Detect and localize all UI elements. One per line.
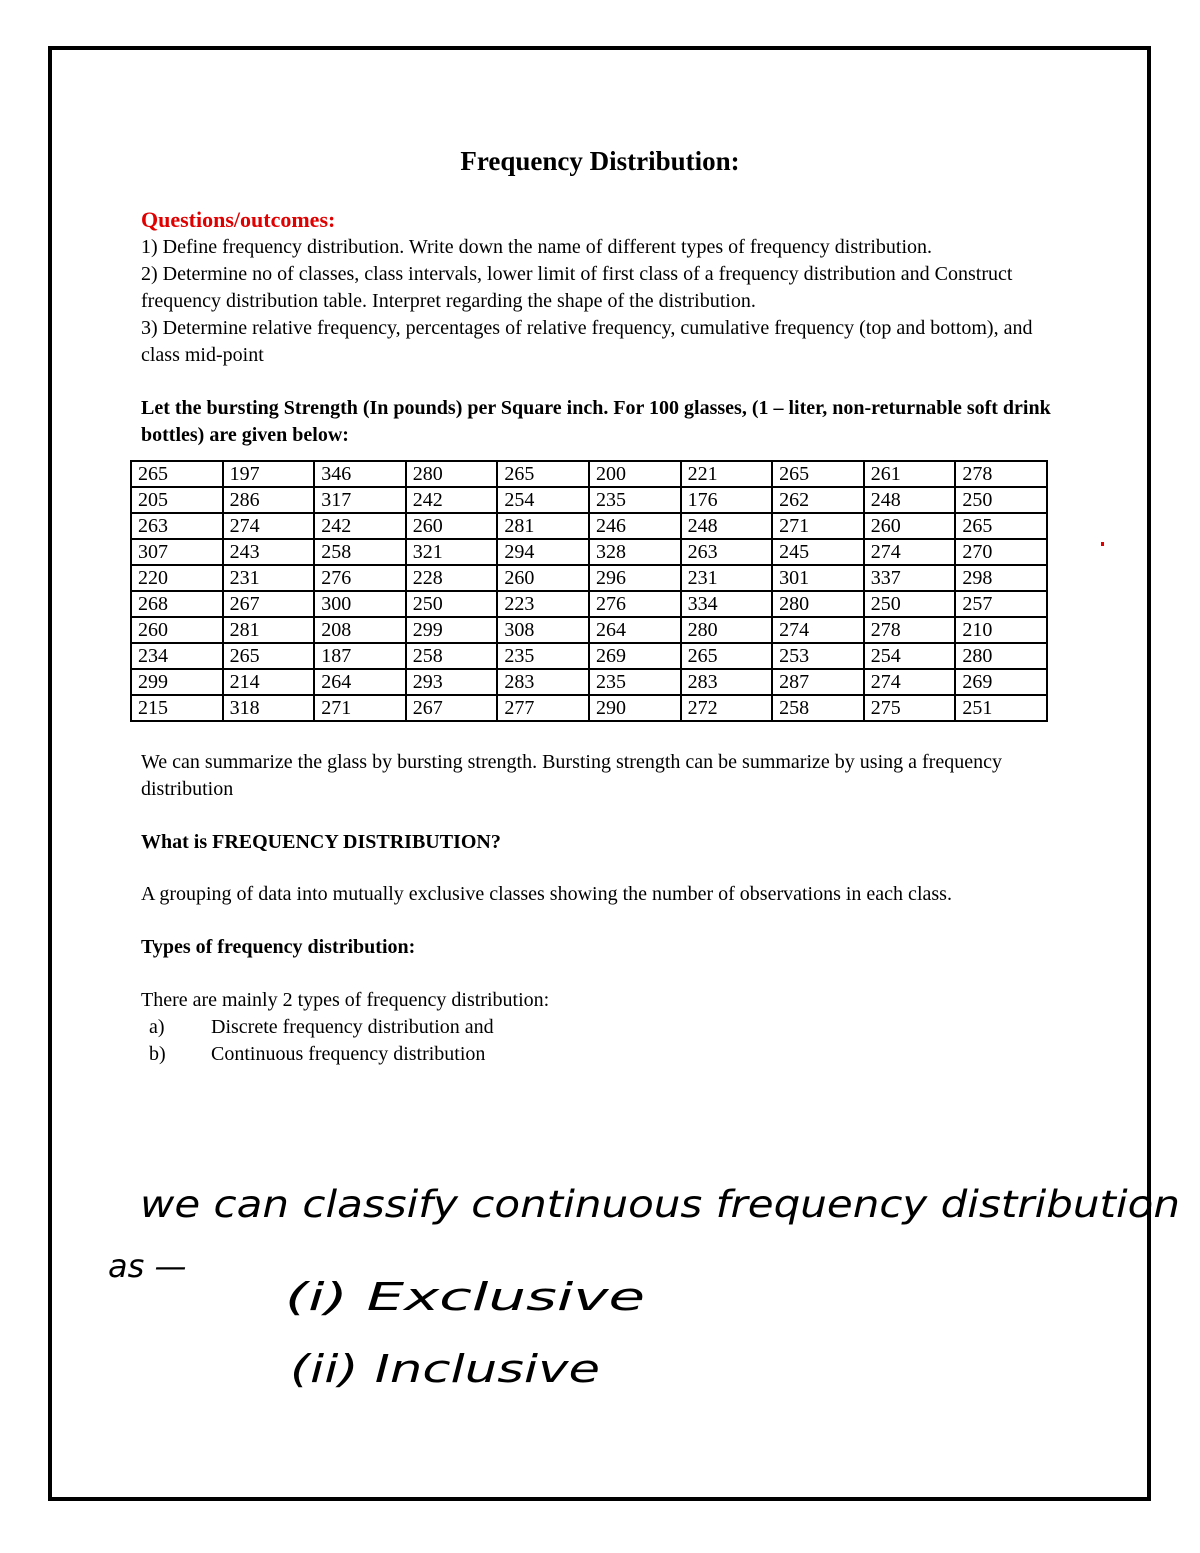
outcomes-heading: Questions/outcomes: <box>141 207 336 232</box>
table-cell: 261 <box>864 461 956 487</box>
table-cell: 248 <box>681 513 773 539</box>
stray-red-mark <box>1101 542 1104 546</box>
table-cell: 293 <box>406 669 498 695</box>
table-cell: 287 <box>772 669 864 695</box>
table-cell: 286 <box>223 487 315 513</box>
table-cell: 270 <box>955 539 1047 565</box>
table-cell: 274 <box>223 513 315 539</box>
table-cell: 251 <box>955 695 1047 721</box>
table-cell: 301 <box>772 565 864 591</box>
table-cell: 265 <box>131 461 223 487</box>
table-cell: 346 <box>314 461 406 487</box>
handwritten-line-2: as — <box>108 1247 187 1285</box>
definition-question: What is FREQUENCY DISTRIBUTION? <box>141 831 501 853</box>
table-cell: 280 <box>681 617 773 643</box>
list-marker: a) <box>149 1016 165 1038</box>
table-cell: 298 <box>955 565 1047 591</box>
table-cell: 268 <box>131 591 223 617</box>
table-cell: 214 <box>223 669 315 695</box>
table-cell: 281 <box>497 513 589 539</box>
table-cell: 318 <box>223 695 315 721</box>
table-cell: 235 <box>589 669 681 695</box>
table-cell: 263 <box>131 513 223 539</box>
table-cell: 280 <box>772 591 864 617</box>
data-intro: Let the bursting Strength (In pounds) per Square inch. For 100 glasses, (1 – liter, non-returnable soft drink bottles) are given below: <box>141 397 1051 446</box>
table-cell: 334 <box>681 591 773 617</box>
handwritten-note <box>100 1175 1190 1415</box>
table-cell: 263 <box>681 539 773 565</box>
table-cell: 176 <box>681 487 773 513</box>
table-row <box>131 565 1047 591</box>
table-cell: 321 <box>406 539 498 565</box>
table-cell: 205 <box>131 487 223 513</box>
table-row <box>131 539 1047 565</box>
page-title: Frequency Distribution: <box>460 146 740 176</box>
table-row <box>131 643 1047 669</box>
table-cell: 235 <box>589 487 681 513</box>
table-row <box>131 591 1047 617</box>
table-cell: 200 <box>589 461 681 487</box>
types-heading: Types of frequency distribution: <box>141 936 416 958</box>
table-cell: 242 <box>314 513 406 539</box>
table-cell: 187 <box>314 643 406 669</box>
table-cell: 269 <box>589 643 681 669</box>
table-row <box>131 461 1047 487</box>
table-cell: 265 <box>681 643 773 669</box>
table-cell: 265 <box>223 643 315 669</box>
handwritten-item-exclusive: (i) Exclusive <box>285 1275 645 1319</box>
table-cell: 250 <box>864 591 956 617</box>
outcome-item: 1) Define frequency distribution. Write down the name of different types of frequency distribution. <box>141 236 933 258</box>
table-cell: 271 <box>314 695 406 721</box>
table-cell: 245 <box>772 539 864 565</box>
table-cell: 276 <box>589 591 681 617</box>
table-cell: 271 <box>772 513 864 539</box>
table-cell: 274 <box>864 539 956 565</box>
table-cell: 294 <box>497 539 589 565</box>
table-cell: 197 <box>223 461 315 487</box>
list-item-text: Continuous frequency distribution <box>211 1043 486 1065</box>
table-cell: 250 <box>406 591 498 617</box>
table-cell: 260 <box>864 513 956 539</box>
table-cell: 307 <box>131 539 223 565</box>
table-cell: 258 <box>314 539 406 565</box>
table-cell: 308 <box>497 617 589 643</box>
table-cell: 274 <box>864 669 956 695</box>
table-cell: 260 <box>131 617 223 643</box>
table-cell: 260 <box>497 565 589 591</box>
table-cell: 248 <box>864 487 956 513</box>
table-cell: 258 <box>772 695 864 721</box>
table-cell: 254 <box>497 487 589 513</box>
table-cell: 231 <box>223 565 315 591</box>
table-row <box>131 617 1047 643</box>
definition-text: A grouping of data into mutually exclusive classes showing the number of observations in each class. <box>141 883 952 905</box>
table-cell: 242 <box>406 487 498 513</box>
table-cell: 265 <box>497 461 589 487</box>
table-cell: 246 <box>589 513 681 539</box>
outcome-item: 2) Determine no of classes, class intervals, lower limit of first class of a frequency distribution and Construct frequency distribution table. Interpret regarding the shape of the distribution. <box>141 263 1013 312</box>
table-cell: 267 <box>223 591 315 617</box>
table-cell: 317 <box>314 487 406 513</box>
list-marker: b) <box>149 1043 166 1065</box>
table-cell: 221 <box>681 461 773 487</box>
table-cell: 231 <box>681 565 773 591</box>
table-cell: 220 <box>131 565 223 591</box>
table-cell: 250 <box>955 487 1047 513</box>
table-row <box>131 513 1047 539</box>
table-cell: 283 <box>497 669 589 695</box>
table-cell: 275 <box>864 695 956 721</box>
table-cell: 283 <box>681 669 773 695</box>
table-cell: 278 <box>864 617 956 643</box>
table-cell: 254 <box>864 643 956 669</box>
table-cell: 264 <box>589 617 681 643</box>
table-row <box>131 669 1047 695</box>
table-cell: 262 <box>772 487 864 513</box>
document-body <box>138 206 1071 1068</box>
table-cell: 228 <box>406 565 498 591</box>
table-cell: 281 <box>223 617 315 643</box>
summary-paragraph: We can summarize the glass by bursting strength. Bursting strength can be summarize by using a frequency distribution <box>141 751 1002 800</box>
table-cell: 280 <box>955 643 1047 669</box>
handwritten-line-1: we can classify continuous frequency distribution <box>140 1183 1180 1226</box>
table-cell: 300 <box>314 591 406 617</box>
table-cell: 269 <box>955 669 1047 695</box>
table-cell: 299 <box>406 617 498 643</box>
table-cell: 337 <box>864 565 956 591</box>
table-cell: 253 <box>772 643 864 669</box>
table-cell: 260 <box>406 513 498 539</box>
table-cell: 265 <box>772 461 864 487</box>
table-cell: 274 <box>772 617 864 643</box>
table-cell: 299 <box>131 669 223 695</box>
table-cell: 265 <box>955 513 1047 539</box>
types-list <box>141 1014 1071 1068</box>
list-item <box>141 1041 1071 1068</box>
table-cell: 208 <box>314 617 406 643</box>
table-cell: 276 <box>314 565 406 591</box>
bursting-strength-table <box>130 460 1048 722</box>
table-cell: 280 <box>406 461 498 487</box>
table-cell: 296 <box>589 565 681 591</box>
table-cell: 257 <box>955 591 1047 617</box>
table-cell: 277 <box>497 695 589 721</box>
outcomes-section <box>141 206 1071 369</box>
table-cell: 234 <box>131 643 223 669</box>
table-cell: 215 <box>131 695 223 721</box>
table-cell: 223 <box>497 591 589 617</box>
types-intro: There are mainly 2 types of frequency distribution: <box>141 989 550 1011</box>
table-cell: 235 <box>497 643 589 669</box>
table-cell: 290 <box>589 695 681 721</box>
table-cell: 278 <box>955 461 1047 487</box>
outcome-item: 3) Determine relative frequency, percentages of relative frequency, cumulative frequency (top and bottom), and class mid-point <box>141 317 1033 366</box>
table-cell: 258 <box>406 643 498 669</box>
list-item <box>141 1014 1071 1041</box>
table-row <box>131 695 1047 721</box>
table-cell: 264 <box>314 669 406 695</box>
table-row <box>131 487 1047 513</box>
table-cell: 210 <box>955 617 1047 643</box>
table-cell: 243 <box>223 539 315 565</box>
table-cell: 267 <box>406 695 498 721</box>
table-cell: 272 <box>681 695 773 721</box>
table-cell: 328 <box>589 539 681 565</box>
handwritten-item-inclusive: (ii) Inclusive <box>290 1347 600 1391</box>
list-item-text: Discrete frequency distribution and <box>211 1016 494 1038</box>
